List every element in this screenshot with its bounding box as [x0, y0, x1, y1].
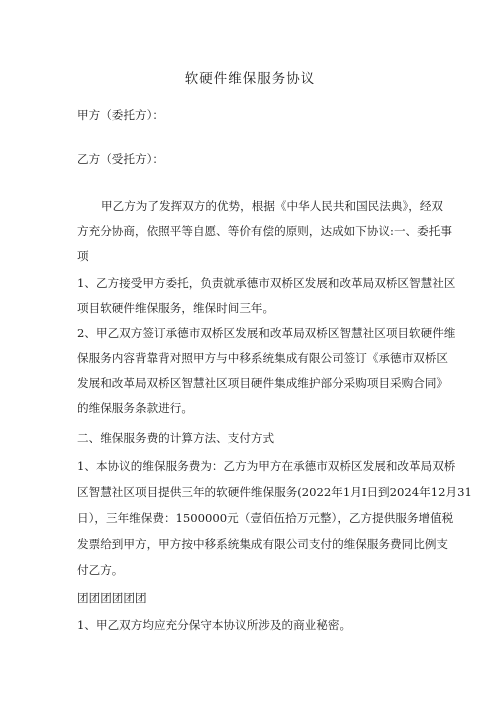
paragraph-line: 发票给到甲方，甲方按中移系统集成有限公司支付的维保服务费同比例支: [77, 537, 449, 551]
document-title: 软硬件维保服务协议: [184, 71, 316, 87]
paragraph-line: 日），三年维保费：1500000元（壹佰伍拾万元整），乙方提供服务增值税: [77, 511, 454, 525]
paragraph-line: 1、甲乙双方均应充分保守本协议所涉及的商业秘密。: [77, 618, 352, 632]
paragraph-line: 1、本协议的维保服务费为：乙方为甲方在承德市双桥区发展和改革局双桥: [77, 459, 456, 473]
section-heading: 团团团团团团: [77, 591, 147, 605]
paragraph-line: 项目软硬件维保服务，维保时间三年。: [77, 301, 275, 315]
paragraph-line: 甲乙方为了发挥双方的优势，根据《中华人民共和国民法典》，经双: [101, 199, 444, 213]
paragraph-line: 2、甲乙双方签订承德市双桥区发展和改革局双桥区智慧社区项目软硬件维: [77, 326, 456, 340]
paragraph-line: 区智慧社区项目提供三年的软硬件维保服务(2022年1月I日到2024年12月31: [77, 485, 472, 499]
paragraph-line: 的维保服务条款进行。: [77, 401, 193, 415]
paragraph-line: 项: [77, 249, 89, 263]
paragraph-line: 1、乙方接受甲方委托，负责就承德市双桥区发展和改革局双桥区智慧社区: [77, 276, 456, 290]
paragraph-line: 付乙方。: [77, 563, 124, 577]
paragraph-line: 保服务内容背靠背对照甲方与中移系统集成有限公司签订《承德市双桥区: [77, 351, 449, 365]
party-b-label: 乙方（受托方）：: [77, 152, 164, 166]
party-a-label: 甲方（委托方）：: [77, 108, 164, 122]
paragraph-line: 方充分协商，依照平等自愿、等价有偿的原则，达成如下协议:一、委托事: [77, 224, 452, 238]
section-heading: 二、维保服务费的计算方法、支付方式: [77, 431, 275, 445]
paragraph-line: 发展和改革局双桥区智慧社区项目硬件集成维护部分采购项目采购合同》: [77, 376, 449, 390]
